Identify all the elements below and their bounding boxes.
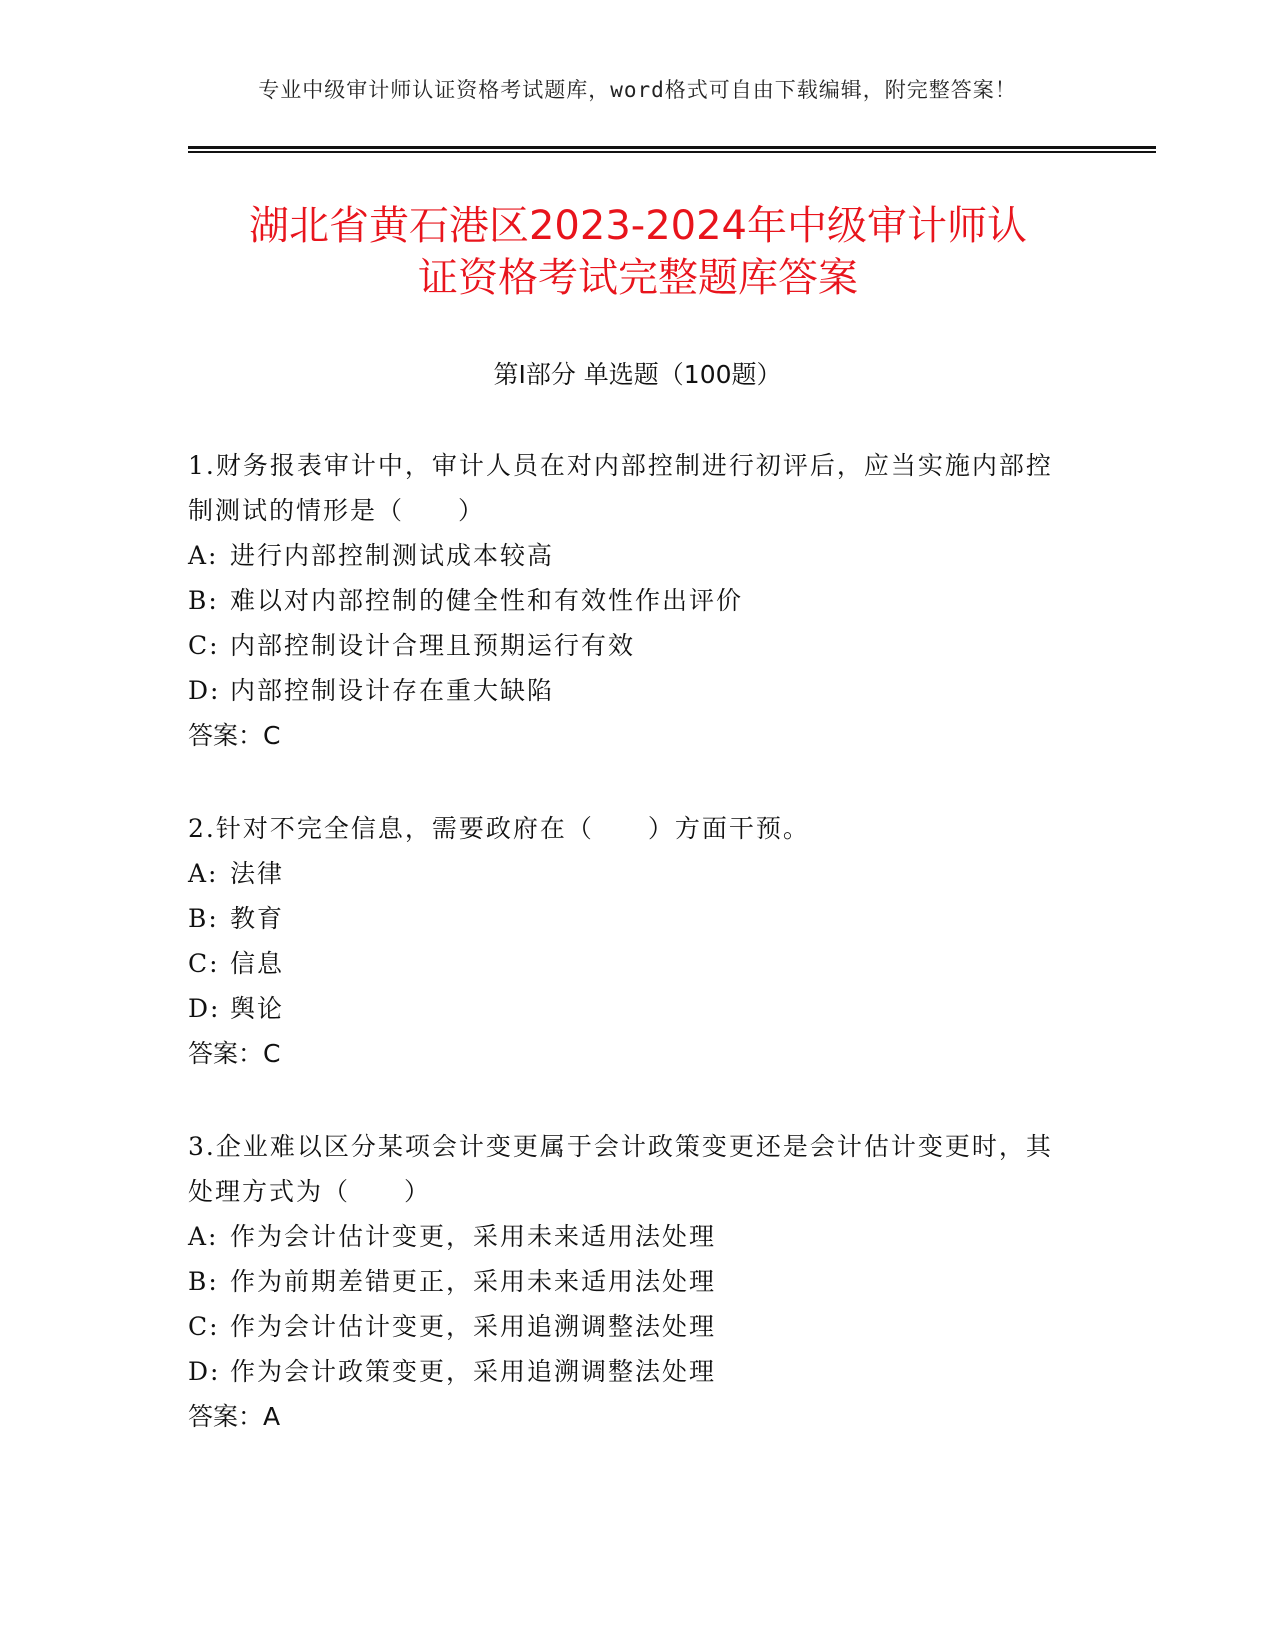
option-text: 舆论 [230,994,285,1023]
question-2 [188,806,1068,1076]
option-letter: A: [188,859,219,888]
option-letter: C: [188,949,220,978]
option-letter: D: [188,994,221,1023]
option-text: 进行内部控制测试成本较高 [230,541,555,570]
option-b [188,896,1068,941]
option-text: 信息 [230,949,285,978]
option-letter: A: [188,1222,219,1251]
question-1 [188,443,1068,758]
question-list [188,443,1068,1487]
option-text: 内部控制设计存在重大缺陷 [230,676,555,705]
header-note: 专业中级审计师认证资格考试题库，word格式可自由下载编辑，附完整答案！ [258,78,1017,102]
option-letter: B: [188,1267,219,1296]
title-line-1: 湖北省黄石港区2023-2024年中级审计师认 [248,203,1028,249]
option-letter: D: [188,1357,221,1386]
option-letter: A: [188,541,219,570]
question-stem: 3.企业难以区分某项会计变更属于会计政策变更还是会计估计变更时，其处理方式为（ ） [188,1132,1053,1206]
option-a [188,851,1068,896]
header-rule-thin [188,151,1156,153]
option-text: 法律 [230,859,285,888]
option-letter: C: [188,1312,220,1341]
header-rule-thick [188,146,1156,149]
option-c [188,941,1068,986]
option-b [188,1259,1068,1304]
option-text: 作为会计估计变更，采用追溯调整法处理 [230,1312,717,1341]
option-c [188,1304,1068,1349]
option-letter: B: [188,904,219,933]
option-a [188,533,1068,578]
option-c [188,623,1068,668]
option-letter: D: [188,676,221,705]
option-a [188,1214,1068,1259]
option-letter: B: [188,586,219,615]
answer-line: 答案：C [188,1039,281,1068]
option-b [188,578,1068,623]
answer-line: 答案：C [188,721,281,750]
option-d [188,1349,1068,1394]
title-line-2: 证资格考试完整题库答案 [418,255,858,301]
section-title: 第Ⅰ部分 单选题（100题） [493,360,782,389]
option-d [188,668,1068,713]
option-d [188,986,1068,1031]
option-letter: C: [188,631,220,660]
option-text: 教育 [230,904,285,933]
option-text: 作为会计政策变更，采用追溯调整法处理 [230,1357,717,1386]
question-3 [188,1124,1068,1439]
option-text: 作为前期差错更正，采用未来适用法处理 [230,1267,717,1296]
document-title [188,200,1088,304]
answer-line: 答案：A [188,1402,281,1431]
question-stem: 2.针对不完全信息，需要政府在（ ）方面干预。 [188,814,810,843]
question-stem: 1.财务报表审计中，审计人员在对内部控制进行初评后，应当实施内部控制测试的情形是（ ） [188,451,1053,525]
option-text: 作为会计估计变更，采用未来适用法处理 [230,1222,717,1251]
option-text: 内部控制设计合理且预期运行有效 [230,631,636,660]
option-text: 难以对内部控制的健全性和有效性作出评价 [230,586,744,615]
